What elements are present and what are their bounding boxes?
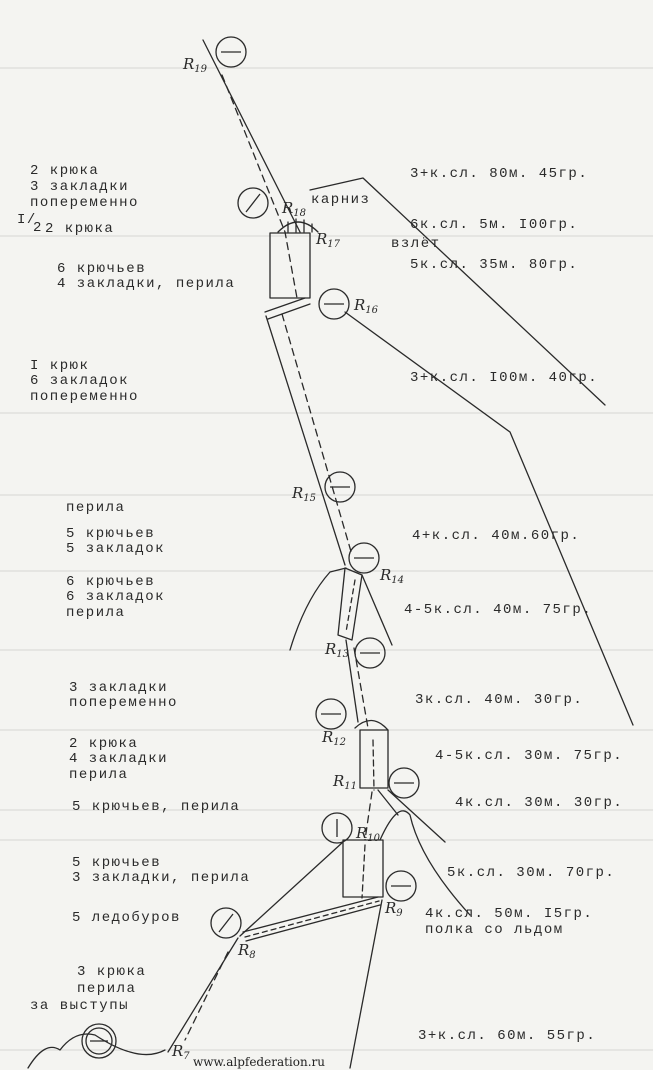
circle-slash-icon [238,188,268,218]
pitch-description: 3к.сл. 40м. 30гр. [415,692,584,708]
wall-edge-line [350,900,382,1068]
rule-lines [0,68,653,1050]
route-line-dashed [362,845,365,898]
belay-note: 6 крючьев [57,261,147,277]
route-line-dashed [282,314,352,555]
route-point-number: 14 [391,575,405,586]
route-point-letter: R [333,772,345,790]
circle-minus-icon [386,871,416,901]
route-point-r7 [172,1043,190,1065]
pitch-description: 5к.сл. 35м. 80гр. [410,257,579,273]
pitch-description: 3+к.сл. I00м. 40гр. [410,370,599,386]
circle-slash-icon [211,908,241,938]
belay-note: попеременно [30,389,139,405]
buttress-outline [378,790,445,842]
route-line-dashed [185,952,228,1040]
belay-note: 3 закладки [69,680,169,696]
route-point-number: 18 [293,208,307,219]
route-point-letter: R [354,296,366,314]
route-point-letter: R [282,199,294,217]
circle-minus-icon [316,699,346,729]
belay-note: 6 закладок [66,589,166,605]
route-point-number: 19 [194,64,208,75]
route-point-number: 16 [365,305,379,316]
belay-note: 5 крючьев, перила [72,799,241,815]
belay-note: перила [69,767,129,783]
route-point-number: 10 [367,833,381,844]
fraction-numerator: I/ [17,212,37,228]
circle-bar-icon [322,813,352,843]
belay-note: 6 закладок [30,373,130,389]
route-point-number: 12 [333,737,347,748]
wall-edge-line [240,842,343,936]
pitch-description: 4-5к.сл. 40м. 75гр. [404,602,593,618]
circle-minus-icon [389,768,419,798]
belay-note: 5 ледобуров [72,910,181,926]
belay-note: 5 закладок [66,541,166,557]
cornice-block [270,233,310,298]
route-point-r8 [238,942,256,964]
route-point-r19 [183,56,207,78]
route-point-letter: R [183,55,195,73]
lift-label: взлёт [391,236,441,252]
route-point-r17 [316,231,340,253]
belay-note: 4 закладки [69,751,169,767]
route-point-r12 [322,729,346,751]
route-point-number: 13 [336,649,350,660]
wall-edge-line [168,938,238,1052]
route-point-number: 9 [396,908,403,919]
circle-minus-icon [319,289,349,319]
source-url: www.alpfederation.ru [193,1055,325,1069]
belay-note: 2 крюка [30,163,100,179]
route-point-r15 [292,485,316,507]
pitch-description: 3+к.сл. 60м. 55гр. [418,1028,597,1044]
belay-note: 6 крючьев [66,574,156,590]
chimney-block [338,568,362,640]
overhang-arc [355,720,388,730]
ice-ledge-label: полка со льдом [425,922,564,938]
ice-ledge-band [243,897,380,941]
belay-note: 5 крючьев [66,526,156,542]
fraction-denominator: 2 [33,220,43,236]
belay-note: 2 крюка [45,221,115,237]
circle-minus-icon [216,37,246,67]
route-point-letter: R [380,566,392,584]
route-point-r9 [385,900,403,922]
traverse-band [265,298,310,319]
belay-note: 3 закладки [30,179,130,195]
belay-note: за выступы [30,998,130,1014]
route-point-r18 [282,200,306,222]
belay-note: 3 крюка [77,964,147,980]
route-point-letter: R [316,230,328,248]
belay-note: попеременно [69,695,178,711]
buttress-outline [290,568,346,650]
route-point-letter: R [292,484,304,502]
belay-note: перила [77,981,137,997]
wall-edge-line [266,316,345,565]
route-point-r11 [333,773,357,795]
belay-note: попеременно [30,195,139,211]
route-line-dashed [373,740,374,790]
pitch-description: 3+к.сл. 80м. 45гр. [410,166,589,182]
circle-minus-icon [355,638,385,668]
route-line-dashed [245,901,379,937]
route-point-letter: R [322,728,334,746]
route-point-letter: R [238,941,250,959]
belay-note: 3 закладки, перила [72,870,251,886]
route-point-r10 [356,825,380,847]
route-point-number: 7 [183,1051,190,1062]
belay-note: 5 крючьев [72,855,162,871]
belay-note: 4 закладки, перила [57,276,236,292]
route-point-r13 [325,641,349,663]
route-line-dashed [222,75,297,298]
circle-minus-icon [349,543,379,573]
circle-minus-icon [325,472,355,502]
route-line-dashed [346,580,355,632]
route-point-r16 [354,297,378,319]
pitch-description: 4к.сл. 30м. 30гр. [455,795,624,811]
pitch-description: 5к.сл. 30м. 70гр. [447,865,616,881]
belay-note: перила [66,500,126,516]
cornice-label: карниз [311,192,371,208]
route-point-number: 15 [303,493,317,504]
pitch-description: 4-5к.сл. 30м. 75гр. [435,748,624,764]
route-point-letter: R [325,640,337,658]
corner-block [360,730,388,788]
belay-note: 2 крюка [69,736,139,752]
ground-outline [28,1034,165,1068]
double-circle-minus-icon [82,1024,116,1058]
route-point-number: 8 [249,950,256,961]
route-point-number: 17 [327,239,341,250]
route-point-number: 11 [344,781,358,792]
belay-note: перила [66,605,126,621]
pitch-description: 4к.сл. 50м. I5гр. [425,906,594,922]
pitch-description: 6к.сл. 5м. I00гр. [410,217,579,233]
route-point-letter: R [385,899,397,917]
route-point-r14 [380,567,404,589]
route-point-letter: R [172,1042,184,1060]
route-point-letter: R [356,824,368,842]
belay-note: I крюк [30,358,90,374]
pitch-description: 4+к.сл. 40м.60гр. [412,528,581,544]
